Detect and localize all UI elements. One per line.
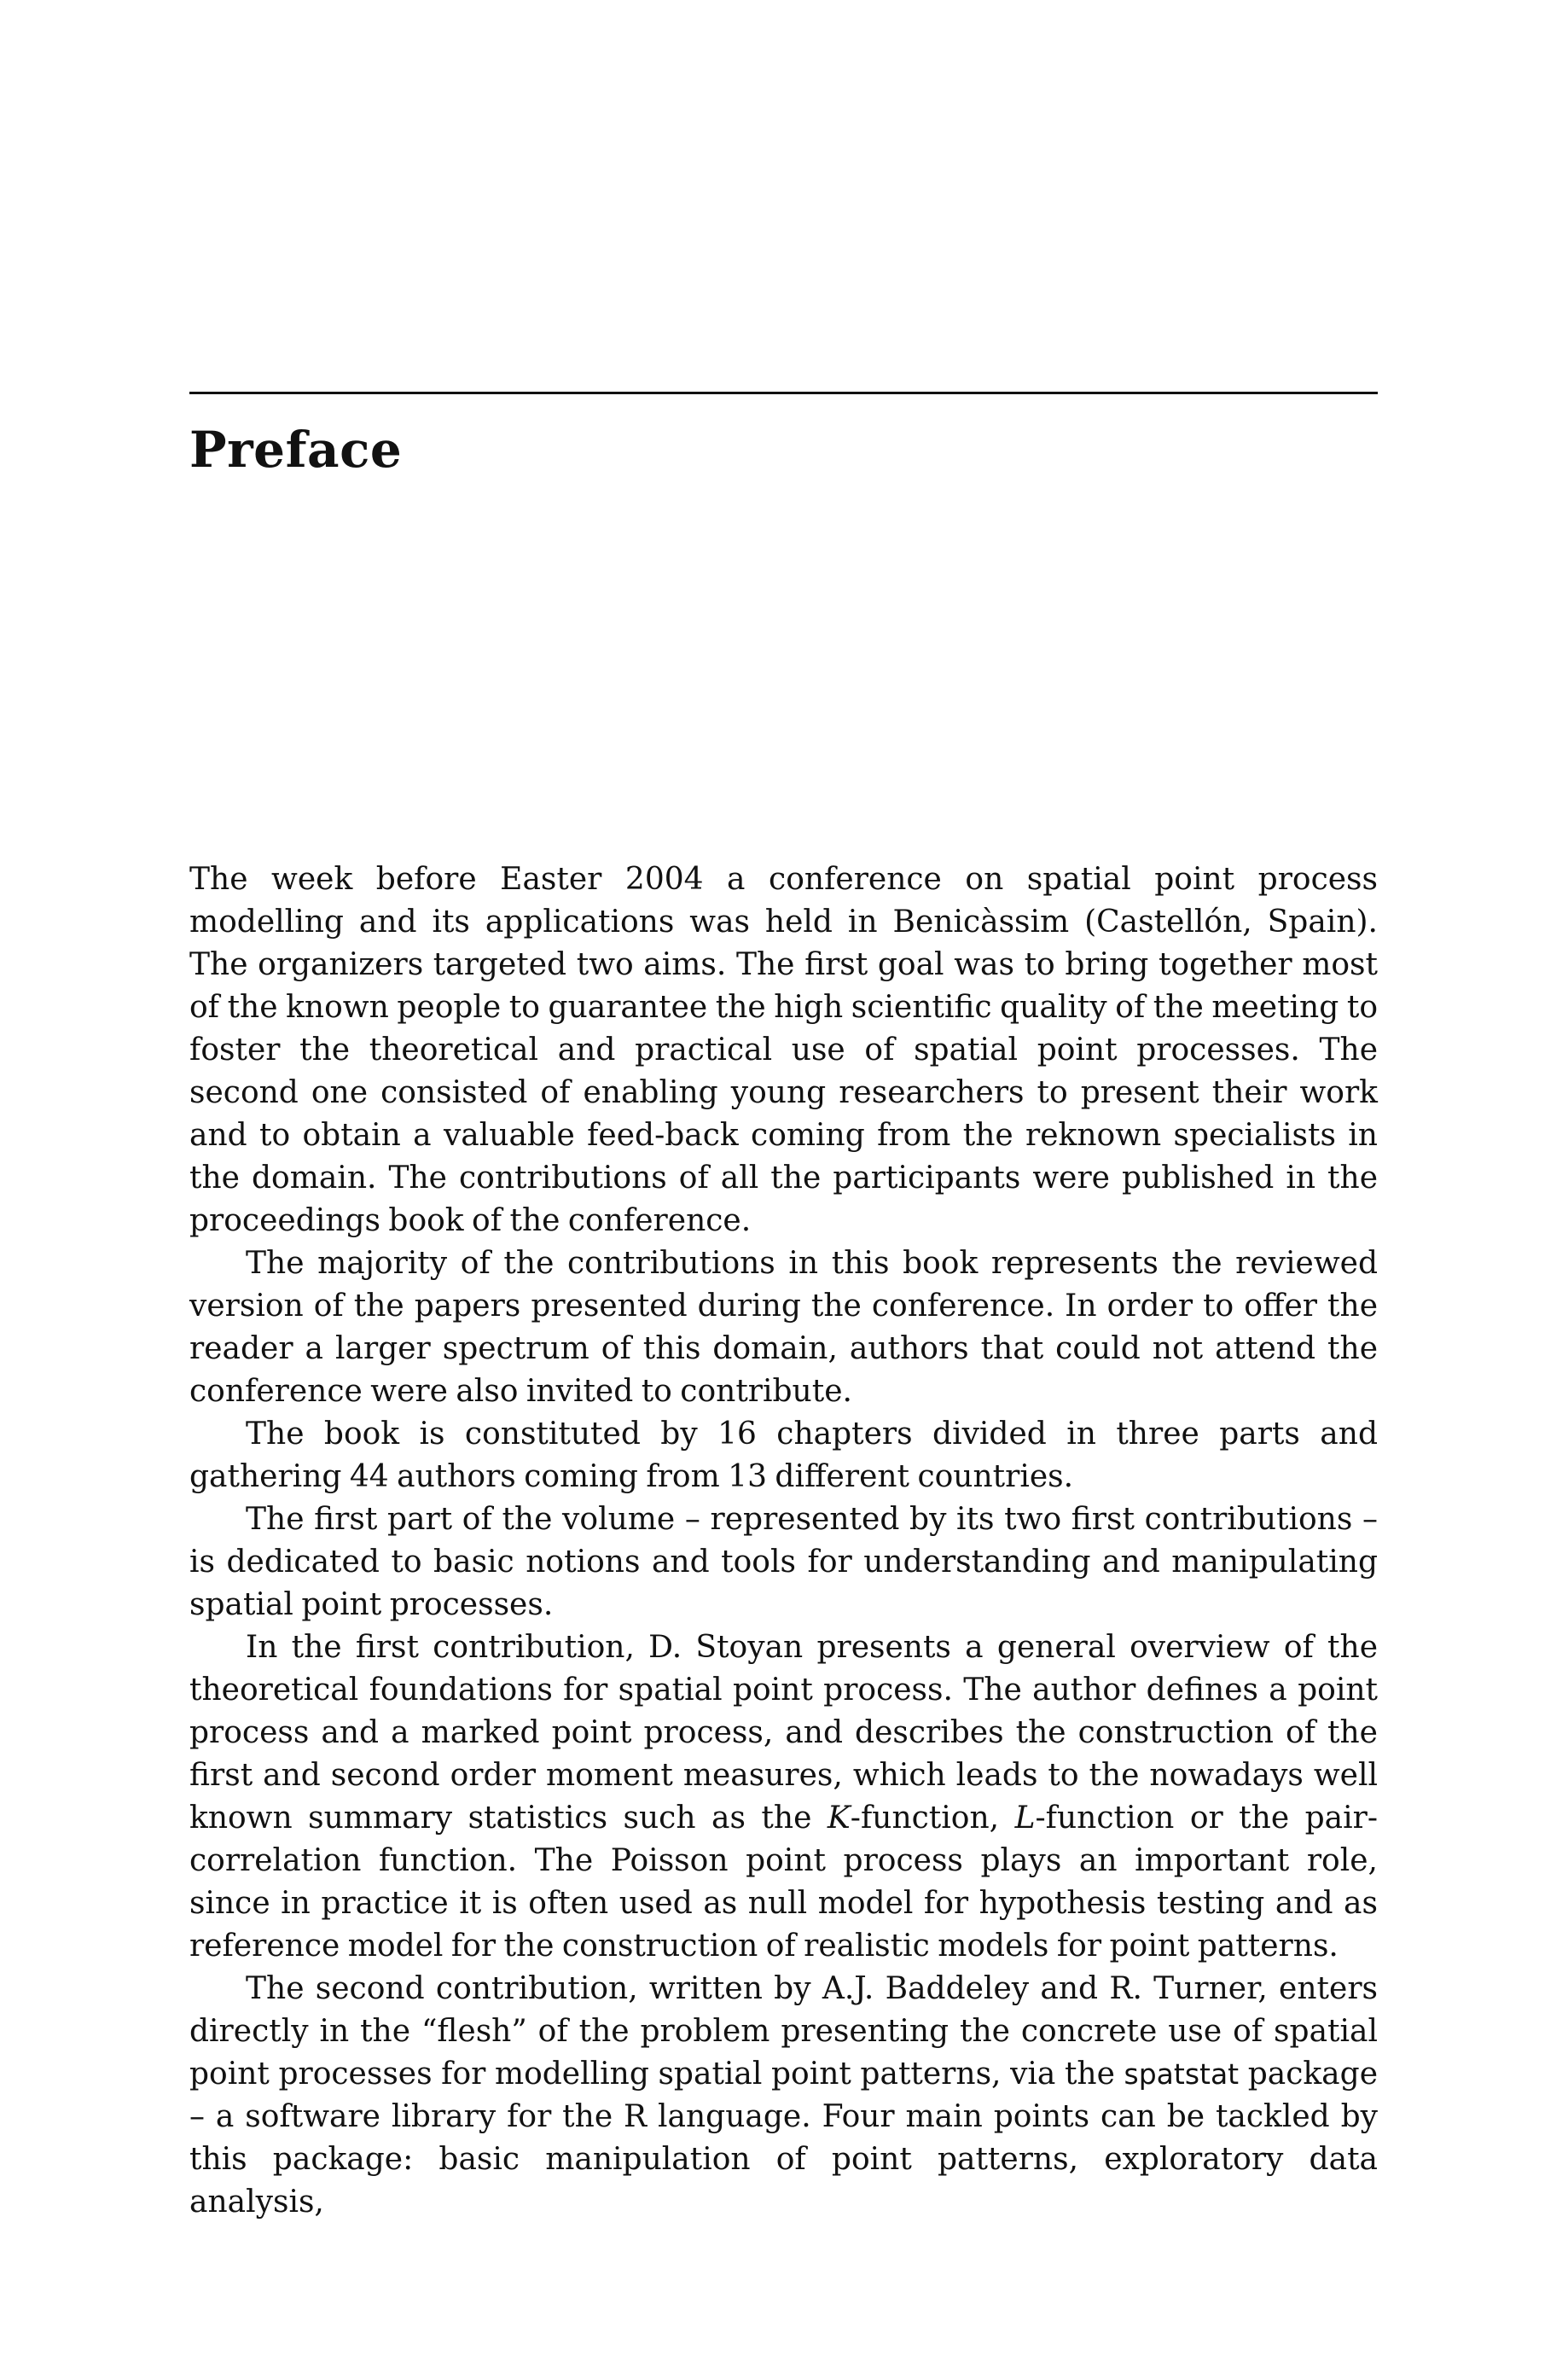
- paragraph-6: [189, 1968, 1378, 2224]
- paragraph-2: The majority of the contributions in this book represents the reviewed version of the papers presented during the conference. In order to offer the reader a larger spectrum of this domain, authors that could not attend the conference were also invited to contribute.: [189, 1246, 1378, 1409]
- paragraph-5-part-2: -function,: [850, 1801, 1015, 1836]
- paragraph-5-part-1: In the first contribution, D. Stoyan presents a general overview of the theoretical foundations for spatial point process. The author defines a point process and a marked point process, and describes the construction of the first and second order moment measures, which leads to the nowadays well known summary statistics such as the: [189, 1630, 1378, 1836]
- paragraph-5-part-3: -function or the pair-correlation function. The Poisson point process plays an important role, since in practice it is often used as null model for hypothesis testing and as reference model for the construction of realistic models for point patterns.: [189, 1801, 1379, 1964]
- paragraph-4: The first part of the volume – represented by its two first contributions – is dedicated to basic notions and tools for understanding and manipulating spatial point processes.: [189, 1502, 1378, 1622]
- chapter-title: Preface: [189, 421, 403, 479]
- paragraph-5: [189, 1626, 1378, 1968]
- l-function-symbol: L: [1014, 1801, 1036, 1836]
- body-text: [189, 858, 1378, 2224]
- paragraph-1: The week before Easter 2004 a conference on spatial point process modelling and its applications was held in Benicàssim (Castellón, Spain). The organizers targeted two aims. The first goal was to bring together most of the known people to guarantee the high scientific quality of the meeting to foster the theoretical and practical use of spatial point processes. The second one consisted of enabling young researchers to present their work and to obtain a valuable feed-back coming from the reknown specialists in the domain. The contributions of all the participants were published in the proceedings book of the conference.: [189, 862, 1378, 1238]
- paragraph-3: The book is constituted by 16 chapters divided in three parts and gathering 44 authors coming from 13 different countries.: [189, 1417, 1378, 1494]
- chapter-rule: [189, 392, 1378, 394]
- spatstat-package-name: spatstat: [1124, 2057, 1240, 2091]
- paragraph-6-part-1: The second contribution, written by A.J. Baddeley and R. Turner, enters directly in the “flesh” of the problem presenting the concrete use of spatial point processes for modelling spatial point patterns, via the: [189, 1971, 1378, 2092]
- paragraph-6-part-2: package – a software library for the R language. Four main points can be tackled by this package: basic manipulation of point patterns, exploratory data analysis,: [189, 2057, 1378, 2220]
- k-function-symbol: K: [827, 1801, 851, 1836]
